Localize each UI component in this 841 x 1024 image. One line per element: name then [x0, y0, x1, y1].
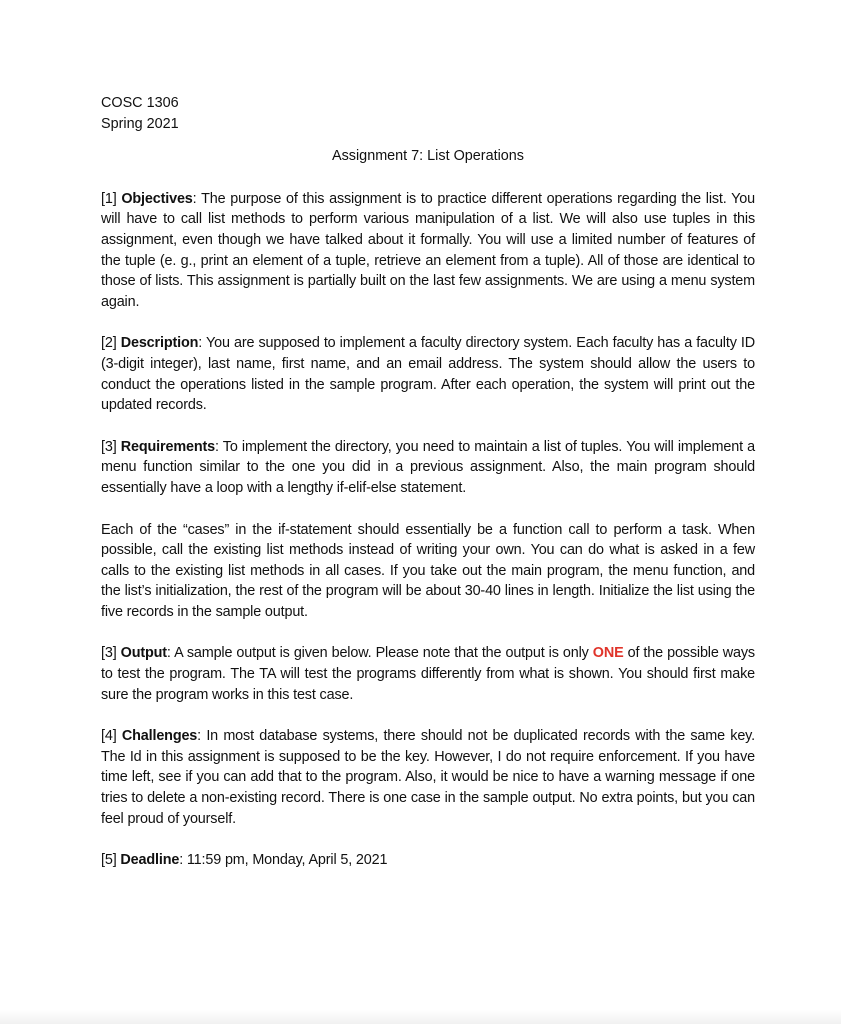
objectives-number: [1]: [101, 190, 117, 207]
objectives-label: Objectives: [121, 190, 193, 207]
cases-paragraph: Each of the “cases” in the if-statement should essentially be a function call to perform a task. When possible, call the existing list methods instead of writing your own. You can do what is asked in a few calls to the existing list methods in all cases. If you take out the main program, the menu function, and the list’s initialization, the rest of the program will be about 30-40 lines in length. Initialize the list using the five records in the sample output.: [101, 521, 755, 620]
requirements-section: [101, 437, 755, 499]
challenges-label: Challenges: [121, 728, 198, 745]
deadline-label: Deadline: [120, 852, 180, 869]
output-section: [101, 643, 755, 705]
deadline-section: [101, 850, 755, 871]
course-code: COSC 1306: [101, 95, 179, 111]
output-number: [3]: [101, 645, 117, 662]
requirements-text: : To implement the directory, you need to maintain a list of tuples. You will implement a menu function similar to the one you did in a previous assignment. Also, the main program should essentially have a loop with a lengthy if-elif-else statement.: [101, 438, 755, 496]
requirements-number: [3]: [101, 438, 117, 455]
document-body: [101, 93, 755, 892]
challenges-number: [4]: [101, 728, 117, 745]
deadline-text: : 11:59 pm, Monday, April 5, 2021: [179, 852, 388, 869]
course-term: Spring 2021: [101, 115, 179, 132]
output-text-after: of the possible ways to test the program. The TA will test the programs differently from what is shown. You should first make sure the program works in this test case.: [101, 645, 755, 703]
output-highlight-one: ONE: [592, 645, 624, 662]
challenges-text: : In most database systems, there should not be duplicated records with the same key. The Id in this assignment is supposed to be the key. However, I do not require enforcement. If you have time left, see if you can add that to the program. Also, it would be nice to have a warning message if one tries to delete a non-existing record. There is one case in the sample output. No extra points, but you can feel proud of yourself.: [101, 728, 756, 827]
output-label: Output: [120, 645, 167, 662]
description-label: Description: [120, 335, 199, 352]
page-bottom-edge: [0, 1010, 841, 1024]
challenges-section: [101, 726, 755, 829]
description-section: [101, 333, 755, 415]
objectives-text: : The purpose of this assignment is to practice different operations regarding the list. You will have to call list methods to perform various manipulation of a list. We will also use tuples in this assignment, even though we have talked about it formally. You will use a limited number of features of the tuple (e. g., print an element of a tuple, retrieve an element from a tuple). All of those are identical to those of lists. This assignment is partially built on the last few assignments. We are using a menu system again.: [101, 190, 755, 310]
description-text: : You are supposed to implement a faculty directory system. Each faculty has a faculty ID (3-digit integer), last name, first name, and an email address. The system should allow the users to conduct the operations listed in the sample program. After each operation, the system will print out the updated records.: [101, 335, 755, 414]
deadline-number: [5]: [101, 852, 117, 869]
requirements-label: Requirements: [120, 438, 215, 455]
assignment-title: Assignment 7: List Operations: [332, 148, 524, 165]
description-number: [2]: [101, 335, 117, 352]
objectives-section: [101, 189, 755, 313]
output-text-before: : A sample output is given below. Please note that the output is only: [166, 645, 593, 662]
